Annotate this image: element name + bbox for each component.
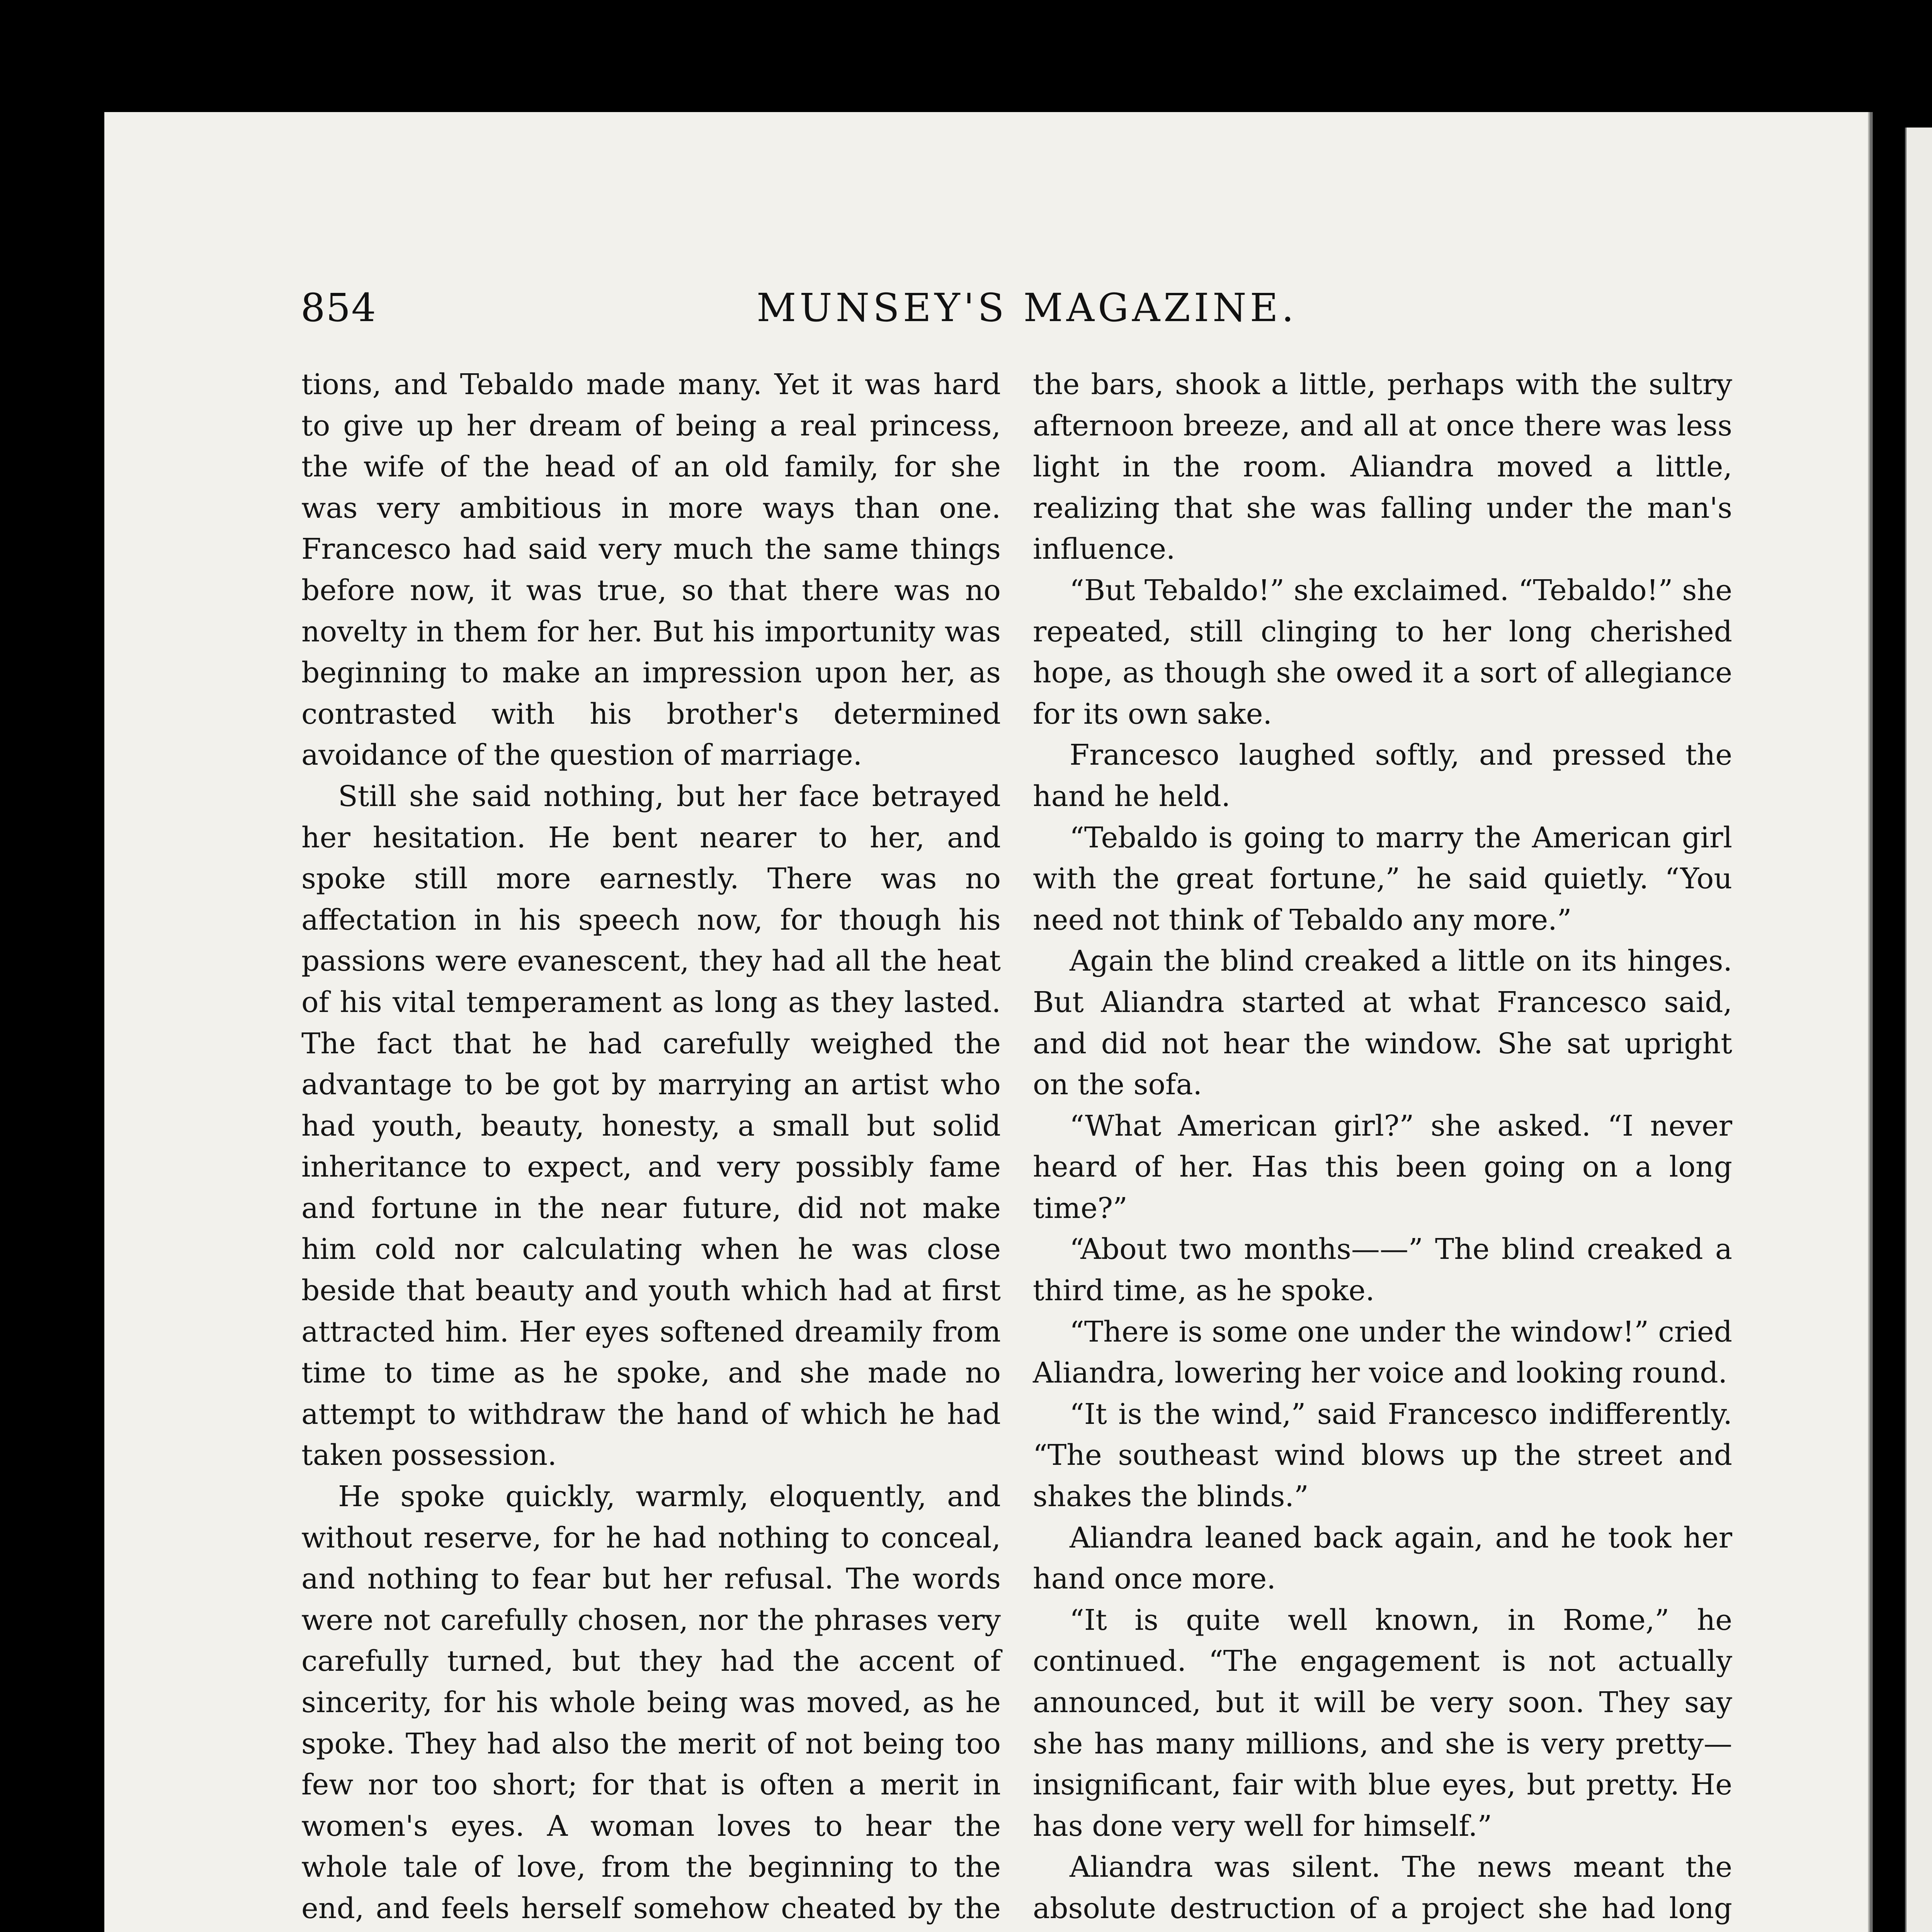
paragraph: Aliandra leaned back again, and he took her hand once more.: [1033, 1521, 1732, 1596]
paragraph: Aliandra was silent. The news meant the absolute destruction of a project she had long: [1033, 1850, 1732, 1925]
paragraph: “It is quite well known, in Rome,” he continued. “The engagement is not actually announced, but it will be very soon. They say she has many millions, and she is very pretty—insignificant, fair with blue eyes, but pretty. He has done very well for himself.”: [1033, 1603, 1732, 1843]
paragraph: “There is some one under the window!” cried Aliandra, lowering her voice and looking round.: [1033, 1315, 1732, 1390]
page-number: 854: [301, 285, 377, 330]
paragraph: “But Tebaldo!” she exclaimed. “Tebaldo!” she repeated, still clinging to her long cherished hope, as though she owed it a sort of allegiance for its own sake.: [1033, 573, 1732, 731]
paragraph: “What American girl?” she asked. “I never heard of her. Has this been going on a long time?”: [1033, 1109, 1732, 1225]
left-column: [301, 364, 1001, 1932]
paragraph: Still she said nothing, but her face betrayed her hesitation. He bent nearer to her, and spoke still more earnestly. There was no affectation in his speech now, for though his passions were evanescent, they had all the heat of his vital temperament as long as they lasted. The fact that he had carefully weighed the advantage to be got by marrying an artist who had youth, beauty, honesty, a small but solid inheritance to expect, and very possibly fame and fortune in the near future, did not make him cold nor calculating when he was close beside that beauty and youth which had at first attracted him. Her eyes softened dreamily from time to time as he spoke, and she made no attempt to withdraw the hand of which he had taken possession.: [301, 779, 1001, 1472]
paragraph: “It is the wind,” said Francesco indifferently. “The southeast wind blows up the street and shakes the blinds.”: [1033, 1397, 1732, 1514]
paragraph: He spoke quickly, warmly, eloquently, and without reserve, for he had nothing to conceal, and nothing to fear but her refusal. The words were not carefully chosen, nor the phrases very carefully turned, but they had the accent of sincerity, for his whole being was moved, as he spoke. They had also the merit of not being too few nor too short; for that is often a merit in women's eyes. A woman loves to hear the whole tale of love, from the beginning to the end, and feels herself somehow cheated by the: [301, 1480, 1001, 1925]
paragraph: tions, and Tebaldo made many. Yet it was hard to give up her dream of being a real princess, the wife of the head of an old family, for she was very ambitious in more ways than one. Francesco had said very much the same things before now, it was true, so that there was no novelty in them for her. But his importunity was beginning to make an impression upon her, as contrasted with his brother's determined avoidance of the question of marriage.: [301, 368, 1001, 772]
paragraph: “About two months——” The blind creaked a third time, as he spoke.: [1033, 1233, 1732, 1308]
facing-page-edge: [1905, 128, 1932, 1932]
paragraph: Again the blind creaked a little on its hinges. But Aliandra started at what Francesco said, and did not hear the window. She sat upright on the sofa.: [1033, 944, 1732, 1102]
paragraph: Francesco laughed softly, and pressed the hand he held.: [1033, 738, 1732, 813]
running-title: MUNSEY'S MAGAZINE.: [757, 285, 1298, 330]
page-header: [301, 285, 1730, 332]
right-column: [1033, 364, 1732, 1932]
paragraph: the bars, shook a little, perhaps with the sultry afternoon breeze, and all at once there was less light in the room. Aliandra moved a little, realizing that she was falling under the man's influence.: [1033, 368, 1732, 566]
paragraph: “Tebaldo is going to marry the American girl with the great fortune,” he said quietly. “You need not think of Tebaldo any more.”: [1033, 821, 1732, 937]
